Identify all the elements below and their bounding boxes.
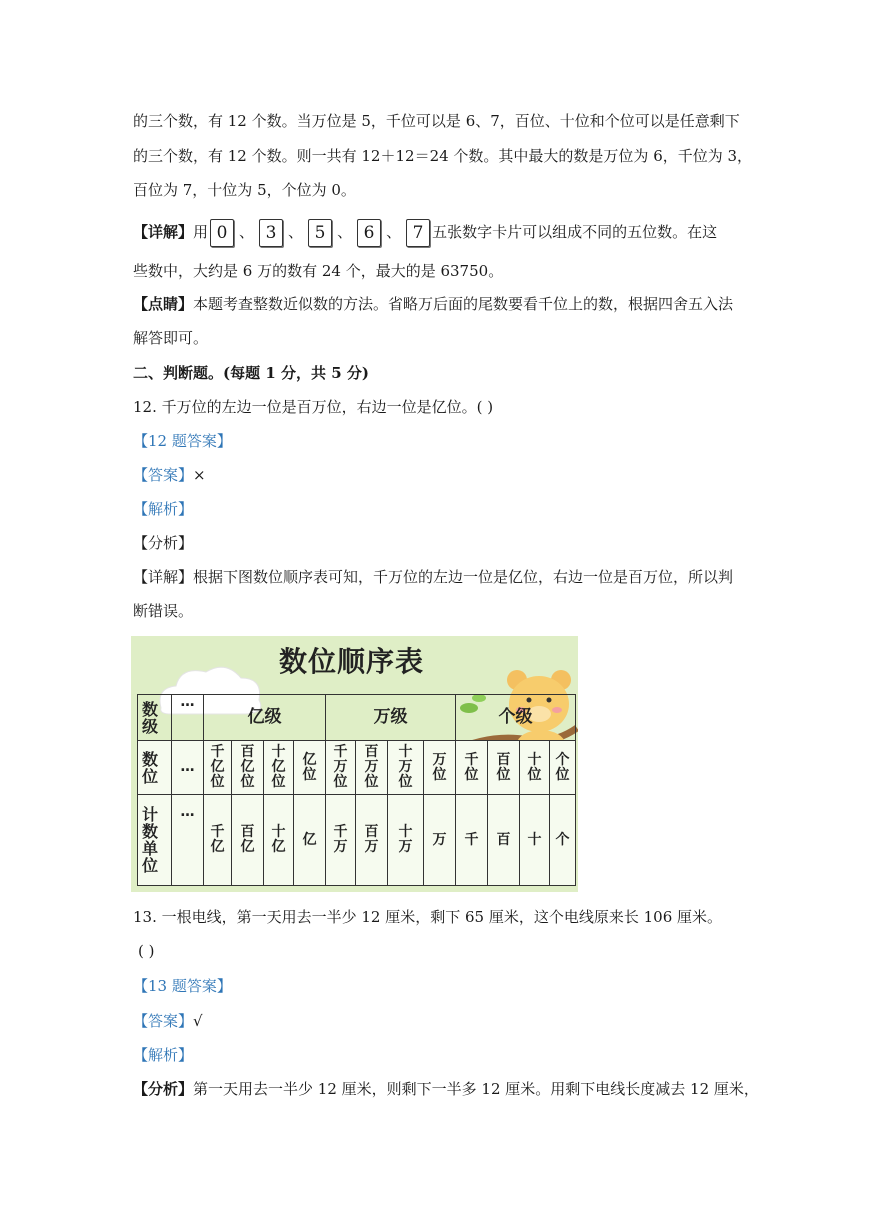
digit-card-0: 0 bbox=[210, 219, 234, 247]
question-13-blank: ( ) bbox=[138, 942, 155, 960]
question-12-fenxi: 【分析】 bbox=[133, 534, 194, 552]
unit-cell: 百 bbox=[488, 795, 520, 886]
level-ge: 个级 bbox=[456, 695, 576, 741]
answer-value: √ bbox=[193, 1012, 203, 1030]
digit-card-6: 6 bbox=[357, 219, 381, 247]
unit-cell: 千 bbox=[456, 795, 488, 886]
separator: 、 bbox=[337, 223, 353, 241]
ellipsis-cell: … bbox=[172, 695, 204, 741]
note-line2: 解答即可。 bbox=[133, 329, 209, 347]
unit-cell: 个 bbox=[550, 795, 576, 886]
unit-cell: 万 bbox=[424, 795, 456, 886]
level-wan: 万级 bbox=[326, 695, 456, 741]
place-cell: 百位 bbox=[488, 741, 520, 795]
place-value-table bbox=[137, 694, 576, 886]
question-13-answer-title: 【13 题答案】 bbox=[133, 977, 232, 995]
place-cell: 十亿位 bbox=[264, 741, 294, 795]
ellipsis-cell: … bbox=[172, 795, 204, 886]
paragraph-line: 的三个数，有 12 个数。当万位是 5，千位可以是 6、7，百位、十位和个位可以是任意剩下 bbox=[133, 112, 740, 130]
question-12-jiexi: 【解析】 bbox=[133, 500, 194, 518]
digit-card-7: 7 bbox=[406, 219, 430, 247]
note-text: 本题考查整数近似数的方法。省略万后面的尾数要看千位上的数，根据四舍五入法 bbox=[193, 295, 734, 313]
detail-pre: 用 bbox=[193, 223, 209, 241]
unit-cell: 十亿 bbox=[264, 795, 294, 886]
separator: 、 bbox=[288, 223, 304, 241]
detail-11-line2: 些数中，大约是 6 万的数有 24 个，最大的是 63750。 bbox=[133, 262, 504, 280]
question-12-detail-line2: 断错误。 bbox=[133, 602, 194, 620]
question-13-fenxi bbox=[133, 1079, 759, 1099]
level-yi: 亿级 bbox=[204, 695, 326, 741]
note-tag: 【点睛】 bbox=[133, 295, 194, 313]
separator: 、 bbox=[386, 223, 402, 241]
place-cell: 百亿位 bbox=[232, 741, 264, 795]
place-cell: 千亿位 bbox=[204, 741, 232, 795]
place-cell: 十万位 bbox=[388, 741, 424, 795]
detail-tag: 【详解】 bbox=[133, 223, 194, 241]
row-label-place: 数位 bbox=[138, 741, 172, 795]
fenxi-tag: 【分析】 bbox=[133, 1080, 194, 1098]
question-12-detail bbox=[133, 567, 733, 587]
paragraph-line: 百位为 7，十位为 5，个位为 0。 bbox=[133, 181, 356, 199]
detail-tag: 【详解】 bbox=[133, 568, 194, 586]
unit-row bbox=[138, 795, 576, 886]
unit-cell: 十 bbox=[520, 795, 550, 886]
question-12-stem: 12. 千万位的左边一位是百万位，右边一位是亿位。( ) bbox=[133, 398, 494, 416]
unit-cell: 十万 bbox=[388, 795, 424, 886]
place-cell: 千万位 bbox=[326, 741, 356, 795]
answer-tag: 【答案】 bbox=[133, 466, 194, 484]
note-line bbox=[133, 294, 733, 314]
place-value-chart bbox=[131, 636, 578, 892]
question-12-answer-title: 【12 题答案】 bbox=[133, 432, 232, 450]
row-label-unit: 计数单位 bbox=[138, 795, 172, 886]
place-cell: 十位 bbox=[520, 741, 550, 795]
place-row bbox=[138, 741, 576, 795]
place-cell: 个位 bbox=[550, 741, 576, 795]
fenxi-text: 第一天用去一半少 12 厘米，则剩下一半多 12 厘米。用剩下电线长度减去 12 厘米， bbox=[193, 1080, 759, 1098]
unit-cell: 亿 bbox=[294, 795, 326, 886]
detail-text: 根据下图数位顺序表可知，千万位的左边一位是亿位，右边一位是百万位，所以判 bbox=[193, 568, 734, 586]
unit-cell: 千万 bbox=[326, 795, 356, 886]
row-label-level: 数级 bbox=[138, 695, 172, 741]
place-cell: 百万位 bbox=[356, 741, 388, 795]
unit-cell: 千亿 bbox=[204, 795, 232, 886]
place-cell: 亿位 bbox=[294, 741, 326, 795]
question-13-jiexi: 【解析】 bbox=[133, 1046, 194, 1064]
unit-cell: 百万 bbox=[356, 795, 388, 886]
separator: 、 bbox=[239, 223, 255, 241]
section-title: 二、判断题。(每题 1 分，共 5 分) bbox=[133, 364, 369, 382]
level-row bbox=[138, 695, 576, 741]
detail-11-line bbox=[133, 219, 717, 247]
question-12-answer bbox=[133, 465, 206, 485]
digit-card-5: 5 bbox=[308, 219, 332, 247]
place-cell: 万位 bbox=[424, 741, 456, 795]
answer-tag: 【答案】 bbox=[133, 1012, 194, 1030]
detail-post: 五张数字卡片可以组成不同的五位数。在这 bbox=[432, 223, 718, 241]
digit-card-3: 3 bbox=[259, 219, 283, 247]
paragraph-line: 的三个数，有 12 个数。则一共有 12＋12＝24 个数。其中最大的数是万位为 6，千位为 3， bbox=[133, 147, 753, 165]
question-13-stem: 13. 一根电线，第一天用去一半少 12 厘米，剩下 65 厘米，这个电线原来长 106 厘米。 bbox=[133, 908, 723, 926]
ellipsis-cell: … bbox=[172, 741, 204, 795]
question-13-answer bbox=[133, 1011, 203, 1031]
place-cell: 千位 bbox=[456, 741, 488, 795]
unit-cell: 百亿 bbox=[232, 795, 264, 886]
answer-value: × bbox=[193, 466, 206, 484]
chart-title: 数位顺序表 bbox=[279, 645, 425, 678]
